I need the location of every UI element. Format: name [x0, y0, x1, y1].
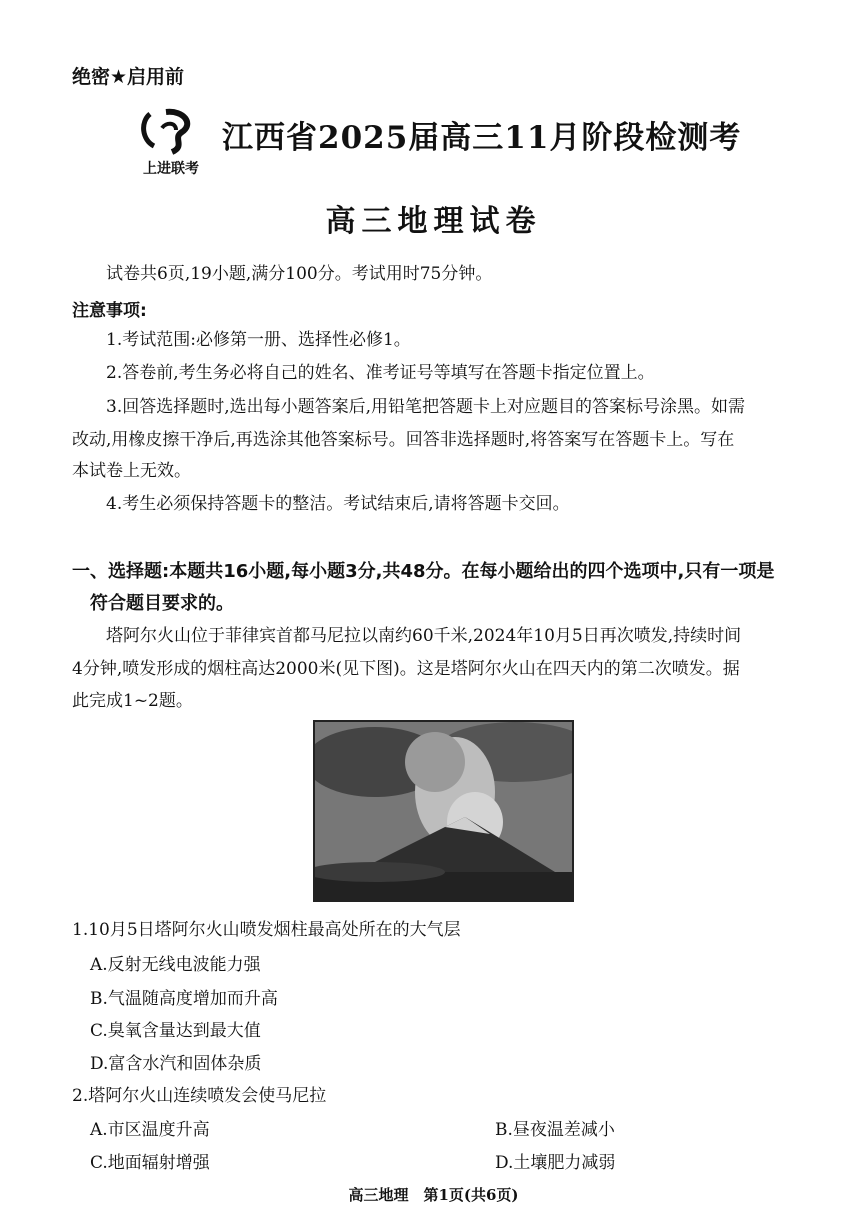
question-1-option-a: A.反射无线电波能力强	[90, 955, 261, 975]
notice-item-3-line-3: 本试卷上无效。	[72, 461, 191, 481]
notice-item-4: 4.考生必须保持答题卡的整洁。考试结束后,请将答题卡交回。	[106, 494, 570, 514]
page-footer: 高三地理 第1页(共6页)	[348, 1186, 519, 1204]
notice-heading: 注意事项:	[72, 301, 147, 321]
passage-line-1: 塔阿尔火山位于菲律宾首都马尼拉以南约60千米,2024年10月5日再次喷发,持续时间	[106, 626, 742, 646]
notice-item-2: 2.答卷前,考生务必将自己的姓名、准考证号等填写在答题卡指定位置上。	[106, 363, 655, 383]
logo-icon	[136, 106, 206, 158]
question-2-option-a: A.市区温度升高	[90, 1120, 210, 1140]
question-1-option-c: C.臭氧含量达到最大值	[90, 1021, 261, 1041]
subject-title: 高三地理试卷	[325, 204, 542, 239]
question-2-stem: 2.塔阿尔火山连续喷发会使马尼拉	[72, 1086, 327, 1106]
volcano-photo	[313, 720, 574, 902]
question-1-option-d: D.富含水汽和固体杂质	[90, 1054, 262, 1074]
question-2-option-c: C.地面辐射增强	[90, 1153, 210, 1173]
section-heading-line-1: 一、选择题:本题共16小题,每小题3分,共48分。在每小题给出的四个选项中,只有一项是	[72, 561, 775, 582]
question-1-option-b: B.气温随高度增加而升高	[90, 989, 278, 1009]
exam-logo	[136, 106, 206, 180]
notice-item-3-line-2: 改动,用橡皮擦干净后,再选涂其他答案标号。回答非选择题时,将答案写在答题卡上。写在	[72, 430, 735, 450]
notice-item-1: 1.考试范围:必修第一册、选择性必修1。	[106, 330, 411, 350]
volcano-illustration	[315, 722, 572, 900]
exam-title: 江西省2025届高三11月阶段检测考	[222, 120, 742, 156]
confidential-label: 绝密★启用前	[72, 66, 185, 88]
passage-line-2: 4分钟,喷发形成的烟柱高达2000米(见下图)。这是塔阿尔火山在四天内的第二次喷发。据	[72, 659, 740, 679]
logo-text: 上进联考	[143, 161, 199, 177]
notice-item-3-line-1: 3.回答选择题时,选出每小题答案后,用铅笔把答题卡上对应题目的答案标号涂黑。如需	[106, 397, 746, 417]
exam-intro: 试卷共6页,19小题,满分100分。考试用时75分钟。	[106, 264, 493, 284]
question-2-option-d: D.土壤肥力减弱	[495, 1153, 616, 1173]
passage-line-3: 此完成1~2题。	[72, 691, 193, 711]
question-2-option-b: B.昼夜温差减小	[495, 1120, 615, 1140]
question-1-stem: 1.10月5日塔阿尔火山喷发烟柱最高处所在的大气层	[72, 920, 461, 940]
section-heading-line-2: 符合题目要求的。	[90, 593, 234, 614]
